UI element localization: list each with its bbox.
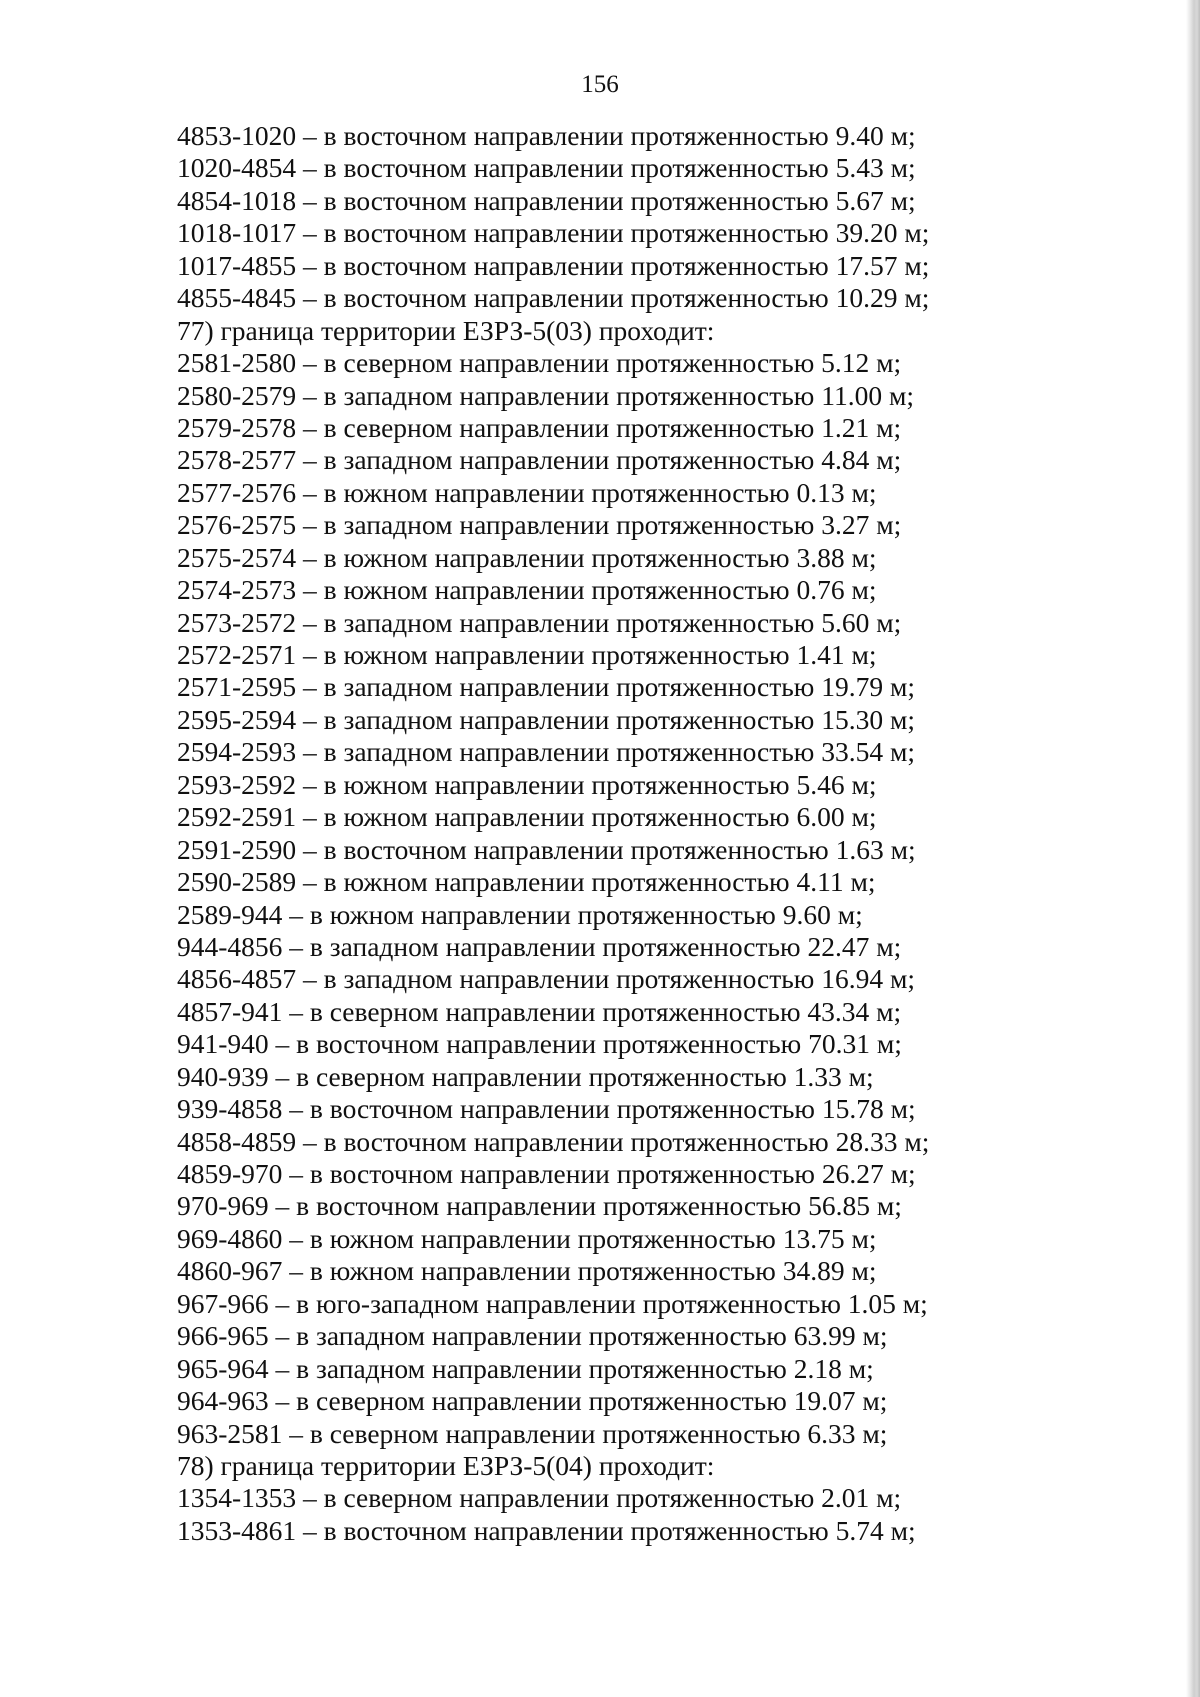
document-line: 2581-2580 – в северном направлении протяженностью 5.12 м; [177,347,902,379]
document-line: 4859-970 – в восточном направлении протяженностью 26.27 м; [177,1158,916,1189]
document-line: 2572-2571 – в южном направлении протяженностью 1.41 м; [177,639,877,670]
document-line: 1353-4861 – в восточном направлении протяженностью 5.74 м; [177,1514,916,1546]
document-line: 940-939 – в северном направлении протяженностью 1.33 м; [177,1060,874,1092]
document-line: 2590-2589 – в южном направлении протяженностью 4.11 м; [177,866,876,898]
document-line: 965-964 – в западном направлении протяженностью 2.18 м; [177,1352,874,1384]
document-line: 4858-4859 – в восточном направлении протяженностью 28.33 м; [177,1125,930,1157]
document-line: 2578-2577 – в западном направлении протяженностью 4.84 м; [177,444,902,476]
document-line: 2593-2592 – в южном направлении протяженностью 5.46 м; [177,768,877,800]
document-line: 4856-4857 – в западном направлении протяженностью 16.94 м; [177,963,916,995]
document-line: 78) граница территории ЕЗРЗ-5(04) проходит: [177,1449,715,1481]
document-line: 939-4858 – в восточном направлении протяженностью 15.78 м; [177,1093,916,1125]
document-line: 2592-2591 – в южном направлении протяженностью 6.00 м; [177,801,877,833]
document-line: 2574-2573 – в южном направлении протяженностью 0.76 м; [177,574,877,606]
document-line: 2575-2574 – в южном направлении протяженностью 3.88 м; [177,541,877,573]
document-line: 1354-1353 – в северном направлении протяженностью 2.01 м; [177,1482,902,1514]
document-line: 2577-2576 – в южном направлении протяженностью 0.13 м; [177,476,877,508]
scan-edge [1186,0,1200,1697]
document-line: 969-4860 – в южном направлении протяженностью 13.75 м; [177,1222,877,1254]
document-line: 4855-4845 – в восточном направлении протяженностью 10.29 м; [177,282,930,314]
document-line: 1018-1017 – в восточном направлении протяженностью 39.20 м; [177,217,930,249]
document-line: 2579-2578 – в северном направлении протяженностью 1.21 м; [177,411,902,443]
document-line: 1020-4854 – в восточном направлении протяженностью 5.43 м; [177,152,916,184]
document-line: 944-4856 – в западном направлении протяженностью 22.47 м; [177,930,902,962]
document-line: 963-2581 – в северном направлении протяженностью 6.33 м; [177,1417,888,1449]
document-line: 4860-967 – в южном направлении протяженностью 34.89 м; [177,1255,877,1287]
document-line: 4854-1018 – в восточном направлении протяженностью 5.67 м; [177,184,916,216]
document-line: 964-963 – в северном направлении протяженностью 19.07 м; [177,1385,888,1417]
document-line: 2591-2590 – в восточном направлении протяженностью 1.63 м; [177,833,916,865]
document-line: 966-965 – в западном направлении протяженностью 63.99 м; [177,1320,888,1352]
document-line: 2589-944 – в южном направлении протяженностью 9.60 м; [177,898,863,930]
document-line: 970-969 – в восточном направлении протяженностью 56.85 м; [177,1190,902,1222]
document-line: 1017-4855 – в восточном направлении протяженностью 17.57 м; [177,249,930,281]
document-line: 2580-2579 – в западном направлении протяженностью 11.00 м; [177,379,914,411]
document-line: 4857-941 – в северном направлении протяженностью 43.34 м; [177,995,902,1027]
document-line: 77) граница территории ЕЗРЗ-5(03) проходит: [177,314,715,346]
document-line: 2594-2593 – в западном направлении протяженностью 33.54 м; [177,736,916,768]
document-line: 941-940 – в восточном направлении протяженностью 70.31 м; [177,1028,902,1060]
document-body [177,120,977,1547]
document-line: 4853-1020 – в восточном направлении протяженностью 9.40 м; [177,120,916,151]
document-line: 2571-2595 – в западном направлении протяженностью 19.79 м; [177,671,916,703]
page-number: 156 [581,71,619,98]
document-line: 2595-2594 – в западном направлении протяженностью 15.30 м; [177,703,916,735]
document-line: 2576-2575 – в западном направлении протяженностью 3.27 м; [177,509,902,541]
document-line: 2573-2572 – в западном направлении протяженностью 5.60 м; [177,606,902,638]
document-line: 967-966 – в юго-западном направлении протяженностью 1.05 м; [177,1287,928,1319]
